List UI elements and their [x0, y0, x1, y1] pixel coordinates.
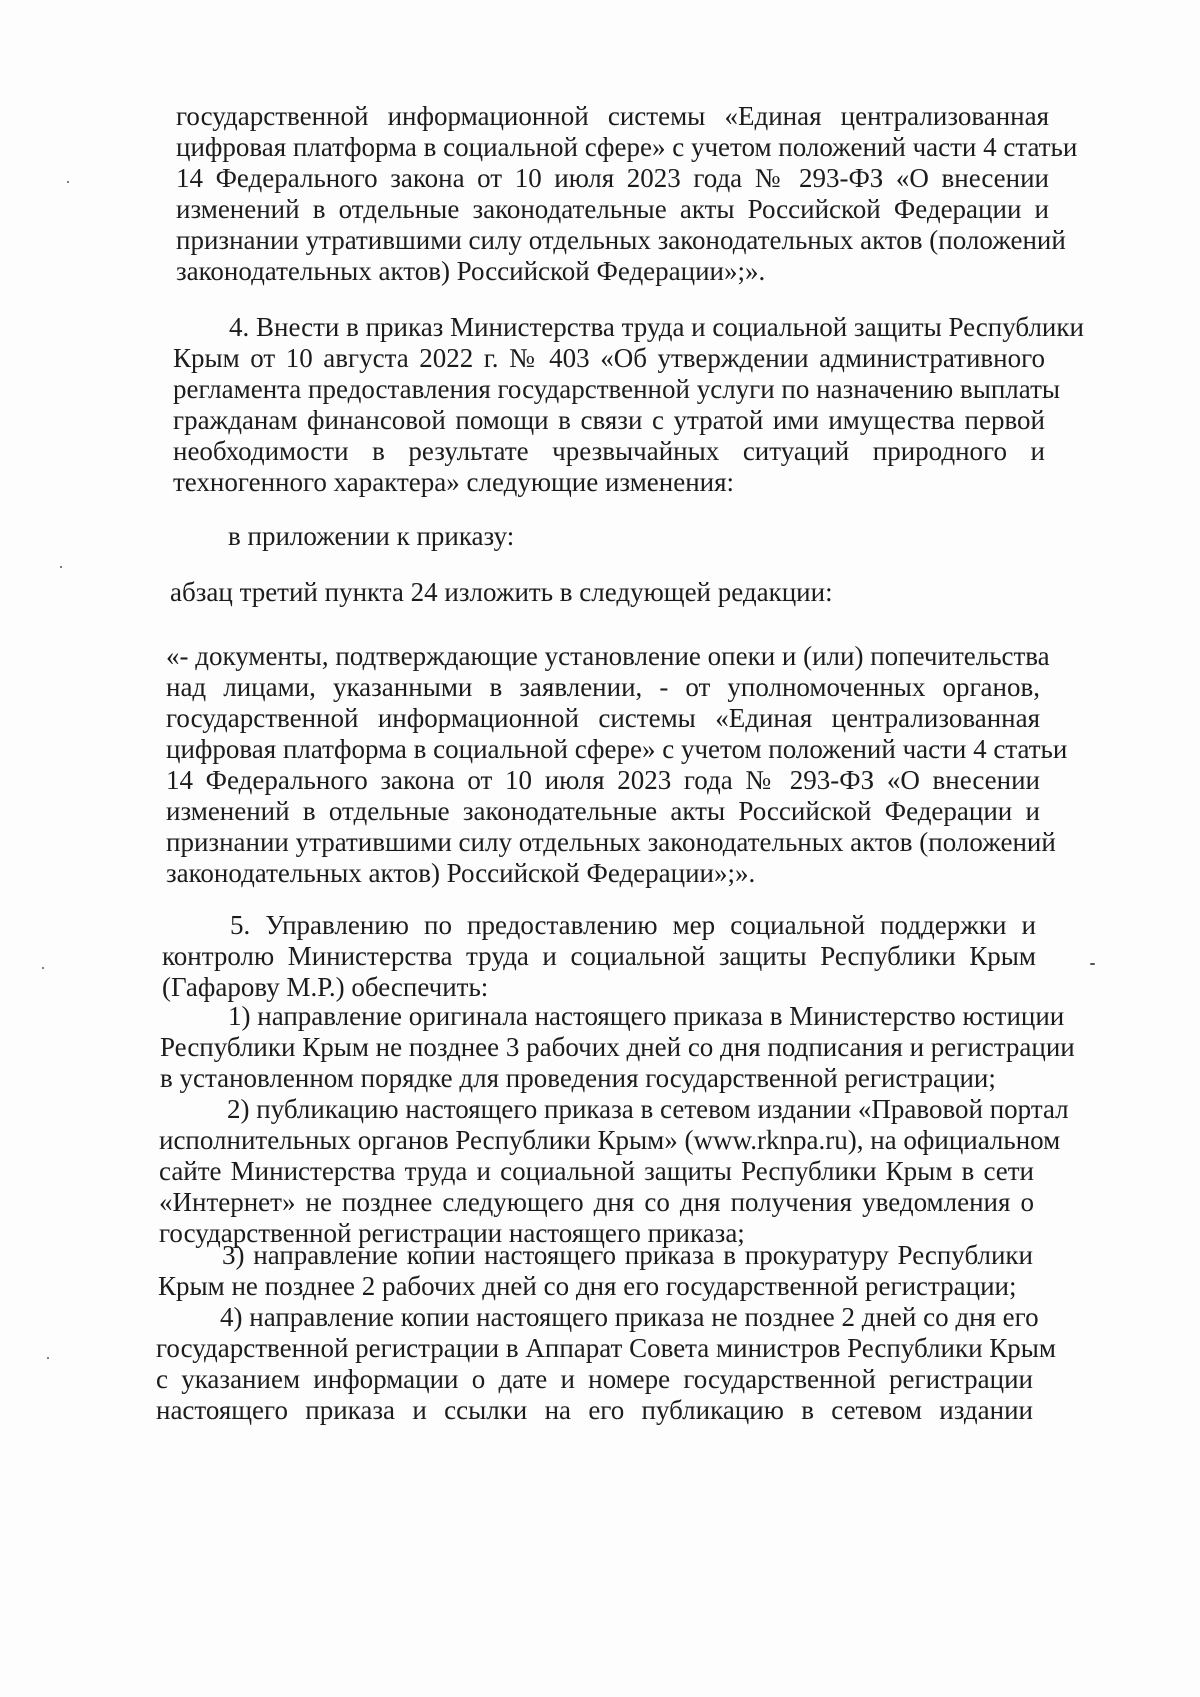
scan-speck [42, 967, 44, 969]
text-line: 1) направление оригинала настоящего приказа в Министерство юстиции [228, 1001, 1065, 1031]
text-line: абзац третий пункта 24 изложить в следующей редакции: [170, 577, 833, 607]
text-line: государственной регистрации в Аппарат Совета министров Республики Крым [156, 1333, 1057, 1363]
scan-speck [60, 566, 62, 568]
paragraph-quoted-text [166, 641, 1068, 889]
paragraph-continuation [176, 101, 1078, 287]
scan-speck [47, 1357, 49, 1359]
text-line: Крым не позднее 2 рабочих дней со дня его государственной регистрации; [158, 1271, 1017, 1301]
text-line: законодательных актов) Российской Федерации»;». [176, 256, 766, 286]
text-line: (Гафарову М.Р.) обеспечить: [162, 972, 489, 1002]
text-line: сайте Министерства труда и социальной защиты Республики Крым в сети [159, 1156, 1034, 1186]
text-line: с указанием информации о дате и номере государственной регистрации [156, 1364, 1033, 1394]
text-line: контролю Министерства труда и социальной защиты Республики Крым [162, 941, 1036, 971]
text-line: государственной информационной системы «Единая централизованная [176, 101, 1049, 131]
text-line: признании утратившими силу отдельных законодательных актов (положений [166, 827, 1056, 857]
text-line: законодательных актов) Российской Федерации»;». [166, 858, 756, 888]
paragraph-subitem-1 [160, 1001, 1075, 1094]
text-line: «- документы, подтверждающие установление опеки и (или) попечительства [166, 641, 1050, 671]
text-line: в приложении к приказу: [228, 521, 515, 551]
text-line: государственной информационной системы «Единая централизованная [166, 703, 1040, 733]
text-line: 14 Федерального закона от 10 июля 2023 года № 293-ФЗ «О внесении [176, 163, 1049, 193]
paragraph-subitem-2 [159, 1094, 1069, 1249]
text-line: «Интернет» не позднее следующего дня со дня получения уведомления о [159, 1187, 1034, 1217]
text-line: регламента предоставления государственной услуги по назначению выплаты [173, 374, 1061, 404]
text-line: изменений в отдельные законодательные акты Российской Федерации и [166, 796, 1040, 826]
text-line: Крым от 10 августа 2022 г. № 403 «Об утверждении административного [173, 343, 1045, 373]
text-line: цифровая платформа в социальной сфере» с учетом положений части 4 статьи [166, 734, 1068, 764]
text-line: исполнительных органов Республики Крым» (www.rknpa.ru), на официальном [159, 1125, 1061, 1155]
text-line: гражданам финансовой помощи в связи с утратой ими имущества первой [173, 405, 1045, 435]
paragraph-subitem-4 [156, 1302, 1057, 1426]
scan-speck [67, 181, 69, 183]
scan-speck [1090, 963, 1095, 965]
text-line: необходимости в результате чрезвычайных ситуаций природного и [173, 436, 1045, 466]
text-line: настоящего приказа и ссылки на его публикацию в сетевом издании [156, 1395, 1033, 1425]
paragraph-item-4 [173, 312, 1084, 498]
text-line: цифровая платформа в социальной сфере» с учетом положений части 4 статьи [176, 132, 1078, 162]
text-line: государственной регистрации настоящего приказа; [159, 1218, 745, 1248]
text-line: 3) направление копии настоящего приказа в прокуратуру Республики [222, 1240, 1033, 1270]
text-line: над лицами, указанными в заявлении, - от уполномоченных органов, [166, 672, 1040, 702]
text-line: 2) публикацию настоящего приказа в сетевом издании «Правовой портал [227, 1094, 1069, 1124]
text-line: 4. Внести в приказ Министерства труда и социальной защиты Республики [229, 312, 1084, 342]
paragraph-item-5 [162, 910, 1036, 1003]
text-line: 4) направление копии настоящего приказа не позднее 2 дней со дня его [220, 1302, 1039, 1332]
paragraph-subitem-3 [158, 1240, 1033, 1302]
text-line: Республики Крым не позднее 3 рабочих дней со дня подписания и регистрации [160, 1032, 1075, 1062]
text-line: признании утратившими силу отдельных законодательных актов (положений [176, 225, 1066, 255]
text-line: в установленном порядке для проведения государственной регистрации; [160, 1063, 996, 1093]
paragraph-item-24 [170, 577, 833, 608]
text-line: 5. Управлению по предоставлению мер социальной поддержки и [230, 910, 1036, 940]
text-line: техногенного характера» следующие изменения: [173, 467, 735, 497]
text-line: 14 Федерального закона от 10 июля 2023 года № 293-ФЗ «О внесении [166, 765, 1040, 795]
paragraph-appendix [228, 521, 514, 552]
text-line: изменений в отдельные законодательные акты Российской Федерации и [176, 194, 1049, 224]
